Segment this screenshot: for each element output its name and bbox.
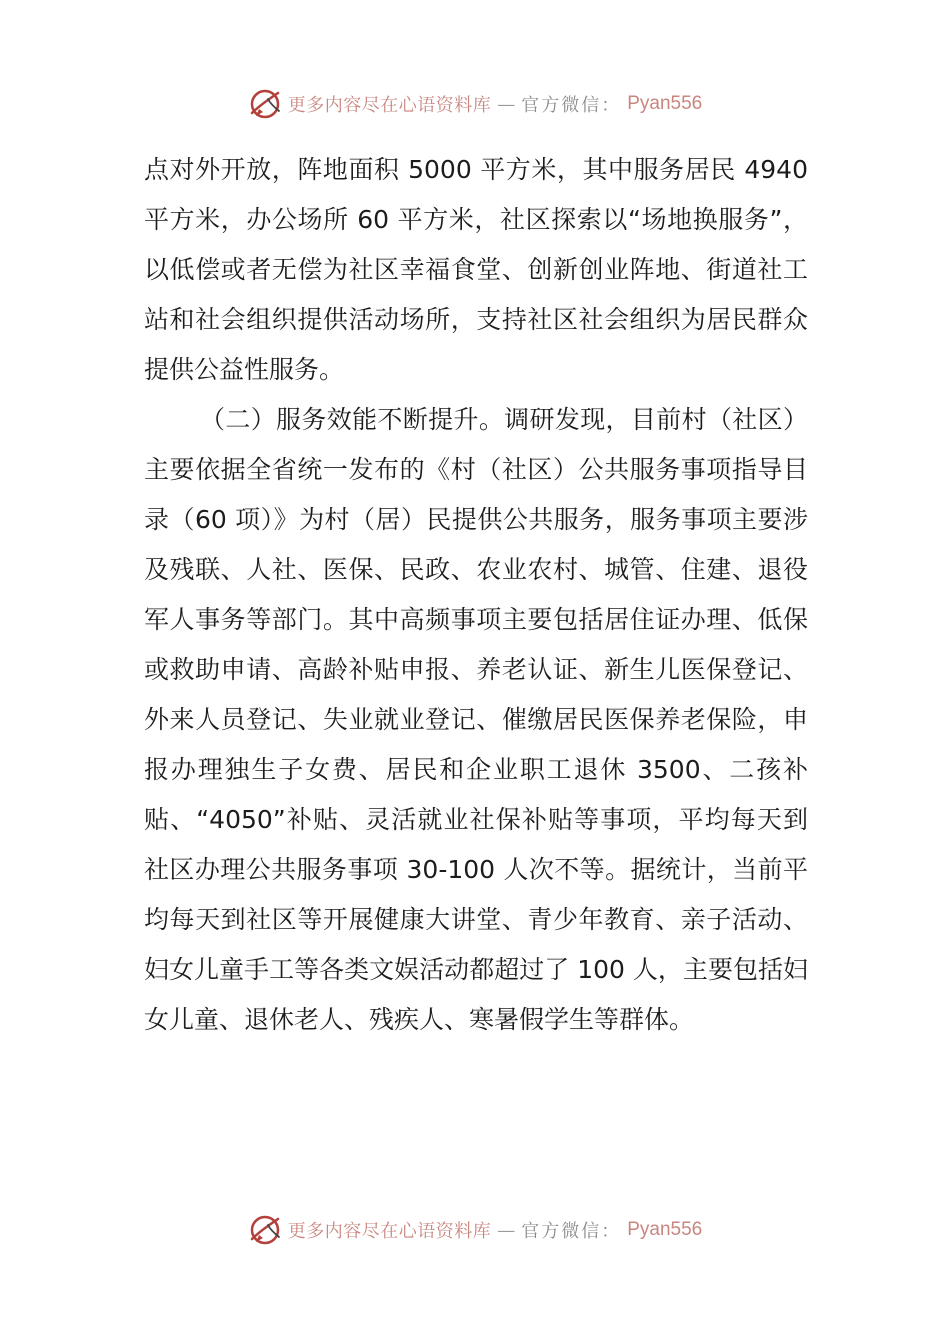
- watermark-wechat-id: Pyan556: [627, 1219, 703, 1240]
- watermark-wechat-label: 官方微信：: [521, 1221, 622, 1242]
- footer-watermark: [0, 1210, 950, 1250]
- paragraph-1: 点对外开放，阵地面积 5000 平方米，其中服务居民 4940 平方米，办公场所 60 平方米，社区探索以“场地换服务”，以低偿或者无偿为社区幸福食堂、创新创业阵地、街道社工站和社会组织提供活动场所，支持社区社会组织为居民群众提供公益性服务。: [144, 155, 808, 384]
- pen-signature-icon: [248, 1213, 282, 1247]
- pen-signature-icon: [248, 87, 282, 121]
- paragraph-2: （二）服务效能不断提升。调研发现，目前村（社区）主要依据全省统一发布的《村（社区）公共服务事项指导目录（60 项）》为村（居）民提供公共服务，服务事项主要涉及残联、人社、医保、民政、农业农村、城管、住建、退役军人事务等部门。其中高频事项主要包括居住证办理、低保或救助申请、高龄补贴申报、养老认证、新生儿医保登记、外来人员登记、失业就业登记、催缴居民医保养老保险，申报办理独生子女费、居民和企业职工退休 3500、二孩补贴、“4050”补贴、灵活就业社保补贴等事项，平均每天到社区办理公共服务事项 30-100 人次不等。据统计，当前平均每天到社区等开展健康大讲堂、青少年教育、亲子活动、妇女儿童手工等各类文娱活动都超过了 100 人，主要包括妇女儿童、退休老人、残疾人、寒暑假学生等群体。: [144, 405, 808, 1034]
- watermark-dash: —: [497, 93, 516, 115]
- watermark-dash: —: [497, 1219, 516, 1241]
- watermark-wechat-label: 官方微信：: [521, 95, 622, 116]
- watermark-site-text: 更多内容尽在心语资料库: [287, 95, 492, 116]
- document-body: [144, 145, 808, 1045]
- header-watermark: [0, 84, 950, 124]
- watermark-site-text: 更多内容尽在心语资料库: [287, 1221, 492, 1242]
- watermark-wechat-id: Pyan556: [627, 93, 703, 114]
